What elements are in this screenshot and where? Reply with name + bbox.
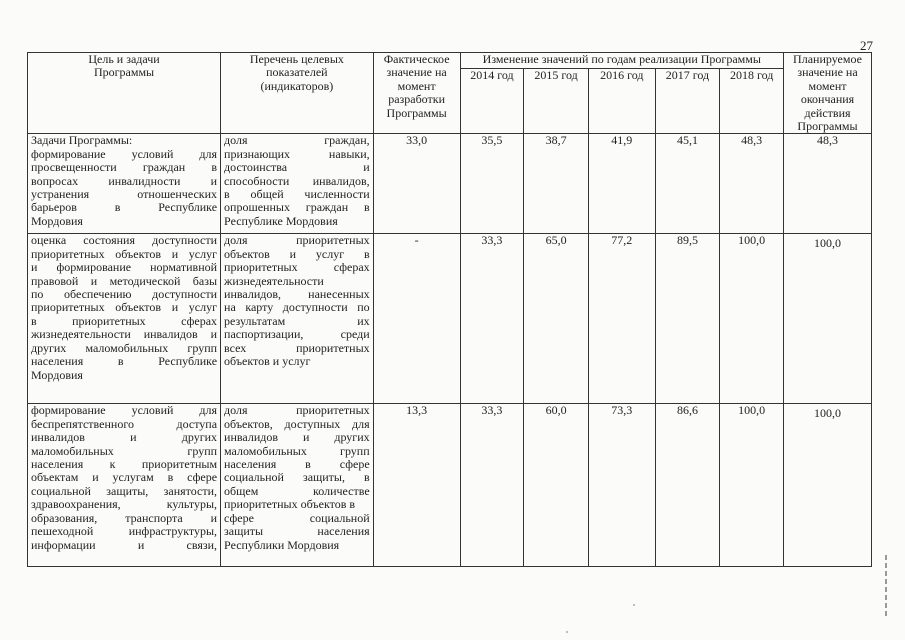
text-line: Республике Мордовия — [224, 213, 338, 228]
planned-value-cell: 100,0 — [784, 234, 872, 404]
text-line: социальной защиты, занятости, — [31, 483, 218, 498]
text-line: общем количестве — [224, 483, 370, 498]
text-line: жизнедеятельности — [224, 273, 324, 288]
year-value-cell: 65,0 — [524, 234, 589, 404]
text-line: паспортизации, среди — [224, 327, 370, 342]
text-line: формирование условий для — [31, 403, 218, 418]
text-line: объектов и услуг — [224, 354, 311, 369]
header-year: 2017 год — [655, 69, 720, 134]
text-line: инвалидов и других — [31, 430, 218, 445]
text-line: маломобильных групп — [224, 443, 370, 458]
text-line: приоритетных объектов в — [224, 497, 356, 512]
text-line: результатам их — [224, 313, 370, 328]
year-value-cell: 60,0 — [524, 404, 589, 567]
text-line: инвалидов и других — [224, 430, 370, 445]
year-value-cell: 77,2 — [588, 234, 655, 404]
header-planned-line: Программы — [797, 119, 858, 134]
year-value-cell: 33,3 — [460, 234, 524, 404]
goal-cell — [28, 134, 221, 234]
header-indicators-line: показателей — [266, 65, 328, 80]
text-line: в приоритетных сферах — [31, 313, 218, 328]
text-line: просвещенности граждан в — [31, 160, 218, 175]
text-line: объектов, доступных для — [224, 416, 370, 431]
header-goal-line: Программы — [93, 65, 155, 80]
text-line: Республики Мордовия — [224, 537, 340, 552]
indicator-cell — [221, 234, 374, 404]
text-line: признающих навыки, — [224, 146, 370, 161]
text-line: беспрепятственного доступа — [31, 416, 218, 431]
header-indicators-line: Перечень целевых — [249, 52, 344, 66]
text-line: способности инвалидов, — [224, 173, 370, 188]
page-number: 27 — [860, 38, 873, 53]
header-year: 2014 год — [460, 69, 524, 134]
text-line: всех приоритетных — [224, 340, 370, 355]
program-indicators-table — [27, 52, 872, 567]
year-value-cell: 48,3 — [720, 134, 784, 234]
year-value-cell: 45,1 — [655, 134, 720, 234]
text-line: на карту доступности по — [224, 300, 370, 315]
table-row — [28, 404, 872, 567]
year-value-cell: 86,6 — [655, 404, 720, 567]
text-line: достоинства и — [224, 160, 370, 175]
text-line: вопросах инвалидности и — [31, 173, 218, 188]
text-line: барьеров в Республике — [31, 200, 218, 215]
header-actual-value — [373, 53, 460, 134]
text-line: и формирование нормативной — [31, 260, 218, 275]
text-line: Задачи Программы: — [31, 133, 133, 148]
header-planned-value — [784, 53, 872, 134]
indicator-cell — [221, 134, 374, 234]
header-actual-line: значение на — [386, 65, 447, 80]
text-line: устранения отношенческих — [31, 187, 218, 202]
header-planned-line: момент — [808, 78, 847, 93]
header-actual-line: Программы — [386, 105, 447, 120]
scan-margin-marks — [884, 552, 888, 632]
planned-value-cell: 48,3 — [784, 134, 872, 234]
text-line: маломобильных групп — [31, 443, 218, 458]
year-value-cell: 100,0 — [720, 234, 784, 404]
header-actual-line: разработки — [388, 92, 446, 107]
header-yearly-changes: Изменение значений по годам реализации Программы — [460, 53, 783, 69]
header-goal-line: Цель и задачи — [88, 52, 160, 66]
text-line: объектам и услугам в сфере — [31, 470, 218, 485]
header-actual-line: Фактическое — [383, 52, 450, 66]
text-line: объектов и услуг в — [224, 246, 370, 261]
text-line: информации и связи, — [31, 537, 218, 552]
year-value-cell: 41,9 — [588, 134, 655, 234]
text-line: Мордовия — [31, 213, 83, 228]
header-planned-line: действия — [804, 105, 851, 120]
text-line: по обеспечению доступности — [31, 287, 218, 302]
text-line: правовой и методической базы — [31, 273, 218, 288]
goal-cell — [28, 404, 221, 567]
text-line: оценка состояния доступности — [31, 233, 218, 248]
text-line: приоритетных объектов и услуг — [31, 300, 218, 315]
year-value-cell: 35,5 — [460, 134, 524, 234]
header-row-1 — [28, 53, 872, 69]
text-line: других маломобильных групп — [31, 340, 218, 355]
actual-value-cell: - — [373, 234, 460, 404]
text-line: пешеходной инфраструктуры, — [31, 524, 218, 539]
scan-speck — [633, 604, 635, 606]
text-line: здравоохранения, культуры, — [31, 497, 218, 512]
actual-value-cell: 13,3 — [373, 404, 460, 567]
text-line: населения в Республике — [31, 354, 218, 369]
goal-cell — [28, 234, 221, 404]
year-value-cell: 33,3 — [460, 404, 524, 567]
text-line: образования, транспорта и — [31, 510, 218, 525]
year-value-cell: 100,0 — [720, 404, 784, 567]
text-line: защиты населения — [224, 524, 370, 539]
header-indicators — [221, 53, 374, 134]
text-line: формирование условий для — [31, 146, 218, 161]
header-year: 2015 год — [524, 69, 589, 134]
text-line: в общей численности — [224, 187, 370, 202]
planned-value-cell: 100,0 — [784, 404, 872, 567]
text-line: населения в сфере — [224, 457, 370, 472]
text-line: приоритетных объектов и услуг — [31, 246, 218, 261]
text-line: Мордовия — [31, 367, 83, 382]
year-value-cell: 89,5 — [655, 234, 720, 404]
text-line: доля граждан, — [224, 133, 370, 148]
header-actual-line: момент — [397, 78, 436, 93]
text-line: социальной защиты, в — [224, 470, 370, 485]
text-line: доля приоритетных — [224, 403, 370, 418]
header-goal — [28, 53, 221, 134]
text-line: жизнедеятельности инвалидов и — [31, 327, 218, 342]
text-line: приоритетных сферах — [224, 260, 370, 275]
table-row — [28, 234, 872, 404]
header-planned-line: окончания — [800, 92, 855, 107]
text-line: населения к приоритетным — [31, 457, 218, 472]
header-indicators-line: (индикаторов) — [260, 78, 334, 93]
header-planned-line: значение на — [797, 65, 858, 80]
text-line: инвалидов, нанесенных — [224, 287, 370, 302]
scan-speck — [566, 631, 568, 633]
year-value-cell: 38,7 — [524, 134, 589, 234]
header-year: 2016 год — [588, 69, 655, 134]
text-line: доля приоритетных — [224, 233, 370, 248]
text-line: опрошенных граждан в — [224, 200, 370, 215]
year-value-cell: 73,3 — [588, 404, 655, 567]
table-row — [28, 134, 872, 234]
indicator-cell — [221, 404, 374, 567]
text-line: сфере социальной — [224, 510, 370, 525]
actual-value-cell: 33,0 — [373, 134, 460, 234]
header-planned-line: Планируемое — [793, 52, 862, 66]
header-year: 2018 год — [720, 69, 784, 134]
